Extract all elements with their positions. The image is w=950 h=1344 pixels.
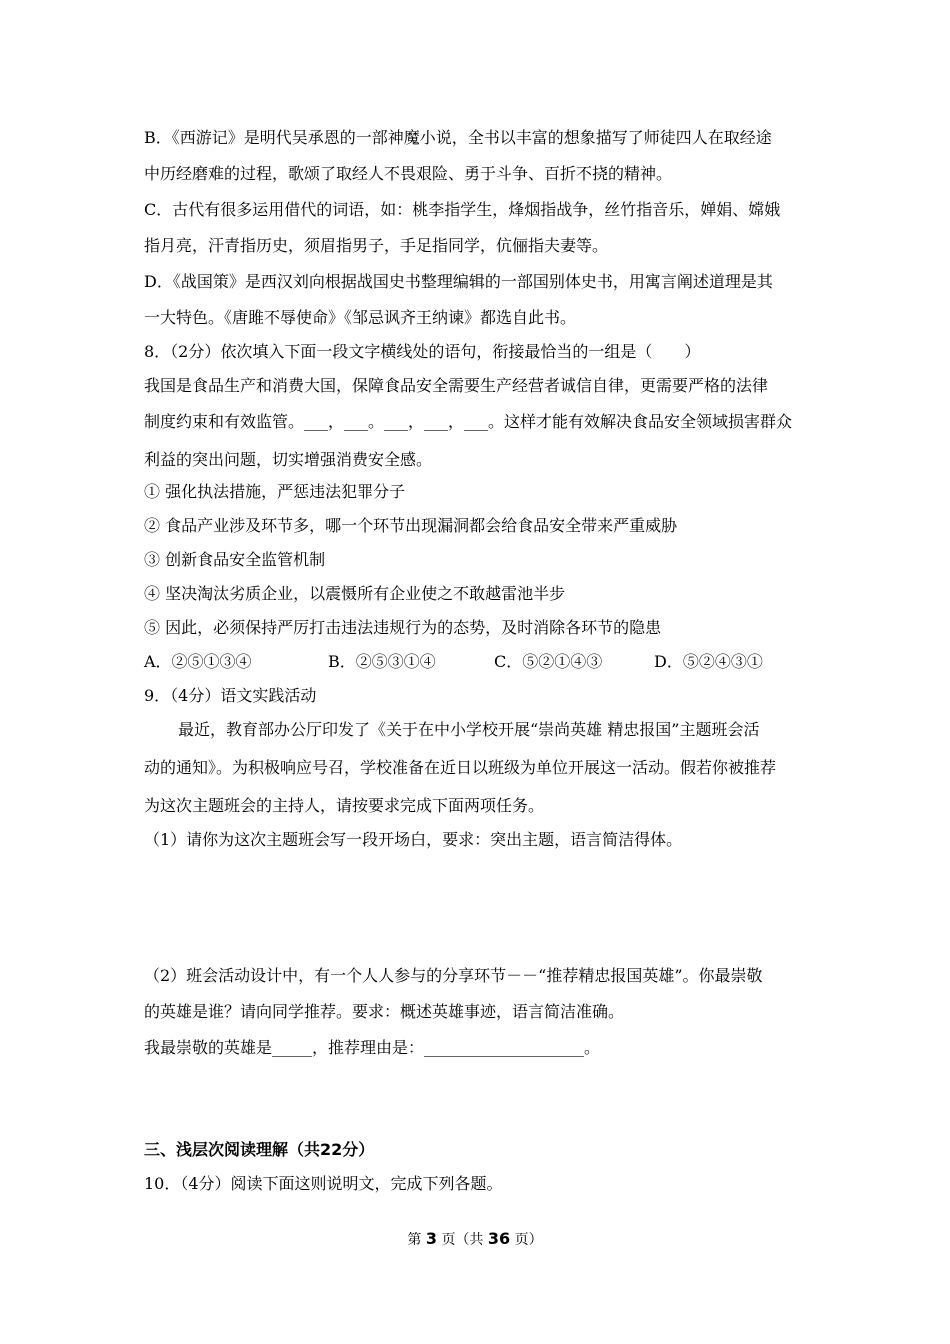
footer-total-pages: 36 [487,1229,511,1248]
question-9-para-line2: 动的通知》。为积极响应号召，学校准备在近日以班级为单位开展这一活动。假若你被推荐 [144,758,777,777]
sentence-4: ④ 坚决淘汰劣质企业，以震慑所有企业使之不敢越雷池半步 [144,584,566,603]
answer-option-b: B．②⑤③①④ [328,652,436,671]
section-3-heading: 三、浅层次阅读理解（共22分） [144,1140,375,1159]
question-9-stem: 9．（4分）语文实践活动 [144,686,317,705]
option-c-line2: 指月亮，汗青指历史，须眉指男子，手足指同学，伉俪指夫妻等。 [144,236,609,255]
footer-suffix: 页） [514,1232,543,1248]
option-b-line1: B．《西游记》是明代吴承恩的一部神魔小说，全书以丰富的想象描写了师徒四人在取经途 [144,128,772,147]
answer-option-d: D．⑤②④③① [654,652,763,671]
sentence-2: ② 食品产业涉及环节多，哪一个环节出现漏洞都会给食品安全带来严重威胁 [144,516,678,535]
footer-mid: 页（共 [441,1232,484,1248]
answer-option-c: C．⑤②①④③ [494,652,603,671]
question-9-task-1: （1）请你为这次主题班会写一段开场白，要求：突出主题，语言简洁得体。 [144,830,683,849]
question-9-answer-line: 我最崇敬的英雄是_____，推荐理由是：____________________。 [144,1038,601,1057]
footer-page-number: 3 [425,1229,437,1248]
question-10-stem: 10．（4分）阅读下面这则说明文，完成下列各题。 [144,1174,503,1193]
question-8-stem: 8．（2分）依次填入下面一段文字横线处的语句，衔接最恰当的一组是（ ） [144,342,701,361]
option-d-line1: D．《战国策》是西汉刘向根据战国史书整理编辑的一部国别体史书，用寓言阐述道理是其 [144,272,773,291]
question-9-task-2-line2: 的英雄是谁？请向同学推荐。要求：概述英雄事迹，语言简洁准确。 [144,1002,625,1021]
option-d-line2: 一大特色。《唐雎不辱使命》《邹忌讽齐王纳谏》都选自此书。 [144,308,577,327]
sentence-3: ③ 创新食品安全监管机制 [144,550,326,569]
question-8-passage-line2: 制度约束和有效监管。___，___。___，___，___。这样才能有效解决食品安全领域损害群众 [144,412,793,431]
question-8-passage-line1: 我国是食品生产和消费大国，保障食品安全需要生产经营者诚信自律，更需要严格的法律 [144,376,769,395]
question-9-para-line1: 最近，教育部办公厅印发了《关于在中小学校开展“崇尚英雄 精忠报国”主题班会活 [178,720,760,739]
answer-option-a: A．②⑤①③④ [144,652,252,671]
footer-prefix: 第 [407,1232,422,1248]
question-9-para-line3: 为这次主题班会的主持人，请按要求完成下面两项任务。 [144,796,545,815]
sentence-1: ① 强化执法措施，严惩违法犯罪分子 [144,482,406,501]
question-9-task-2-line1: （2）班会活动设计中，有一个人人参与的分享环节－－“推荐精忠报国英雄”。你最崇敬 [144,966,763,985]
sentence-5: ⑤ 因此，必须保持严厉打击违法违规行为的态势，及时消除各环节的隐患 [144,618,662,637]
question-8-passage-line3: 利益的突出问题，切实增强消费安全感。 [144,450,433,469]
option-c-line1: C．古代有很多运用借代的词语，如：桃李指学生，烽烟指战争，丝竹指音乐，婵娟、嫦娥 [144,200,781,219]
page-footer [0,1230,950,1249]
option-b-line2: 中历经磨难的过程，歌颂了取经人不畏艰险、勇于斗争、百折不挠的精神。 [144,164,673,183]
